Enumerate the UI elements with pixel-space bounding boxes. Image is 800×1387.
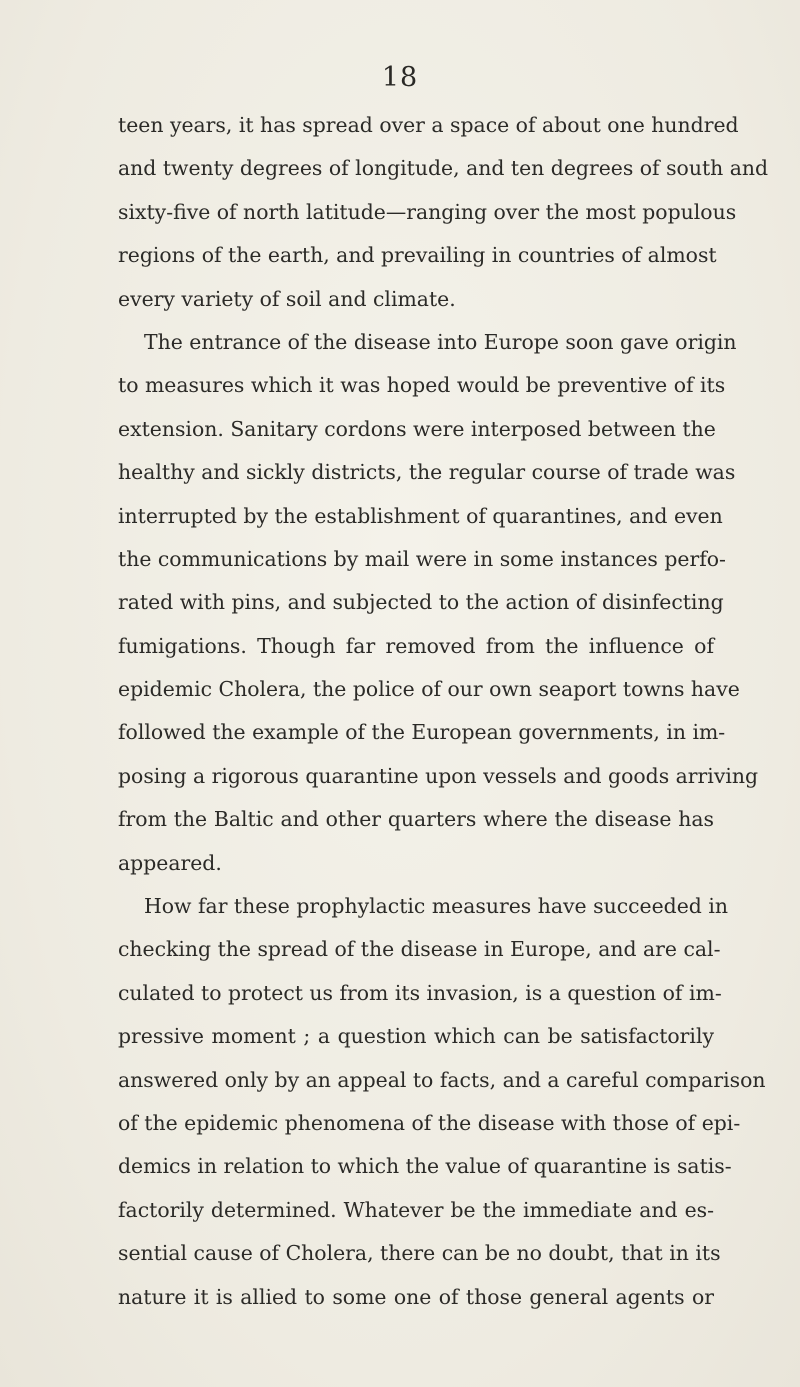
text-line: and twenty degrees of longitude, and ten degrees of south and <box>118 156 769 181</box>
text-line: factorily determined. Whatever be the immediate and es- <box>118 1197 714 1222</box>
text-line: the communications by mail were in some instances perfo- <box>118 546 726 571</box>
text-line: healthy and sickly districts, the regular course of trade was <box>118 460 736 485</box>
text-line: of the epidemic phenomena of the disease with those of epi- <box>118 1110 741 1135</box>
text-line: The entrance of the disease into Europe soon gave origin <box>144 329 737 354</box>
text-line: checking the spread of the disease in Europe, and are cal- <box>118 937 721 962</box>
text-line: to measures which it was hoped would be preventive of its <box>118 373 726 398</box>
text-line: extension. Sanitary cordons were interposed between the <box>118 416 716 441</box>
text-line: from the Baltic and other quarters where the disease has <box>118 807 714 832</box>
text-line: nature it is allied to some one of those general agents or <box>118 1284 714 1309</box>
text-line: appeared. <box>118 850 222 875</box>
text-line: pressive moment ; a question which can be satisfactorily <box>118 1024 714 1049</box>
text-line: teen years, it has spread over a space of about one hundred <box>118 113 739 137</box>
text-line: regions of the earth, and prevailing in countries of almost <box>118 243 717 268</box>
text-line: culated to protect us from its invasion, is a question of im- <box>118 980 722 1005</box>
text-line: answered only by an appeal to facts, and a careful comparison <box>118 1067 766 1092</box>
page-number: 18 <box>381 62 419 93</box>
text-line: followed the example of the European governments, in im- <box>118 720 726 745</box>
text-line: sential cause of Cholera, there can be no doubt, that in its <box>118 1241 721 1266</box>
body-text <box>118 104 769 1319</box>
text-line: every variety of soil and climate. <box>118 286 456 311</box>
text-line: fumigations. Though far removed from the influence of <box>118 633 714 658</box>
text-line: demics in relation to which the value of quarantine is satis- <box>118 1154 732 1179</box>
text-line: epidemic Cholera, the police of our own seaport towns have <box>118 677 740 702</box>
text-line: interrupted by the establishment of quarantines, and even <box>118 503 723 528</box>
text-line: sixty-five of north latitude—ranging over the most populous <box>118 199 737 224</box>
text-line: rated with pins, and subjected to the action of disinfecting <box>118 590 724 615</box>
text-line: posing a rigorous quarantine upon vessels and goods arriving <box>118 763 759 788</box>
text-line: How far these prophylactic measures have succeeded in <box>144 894 728 919</box>
